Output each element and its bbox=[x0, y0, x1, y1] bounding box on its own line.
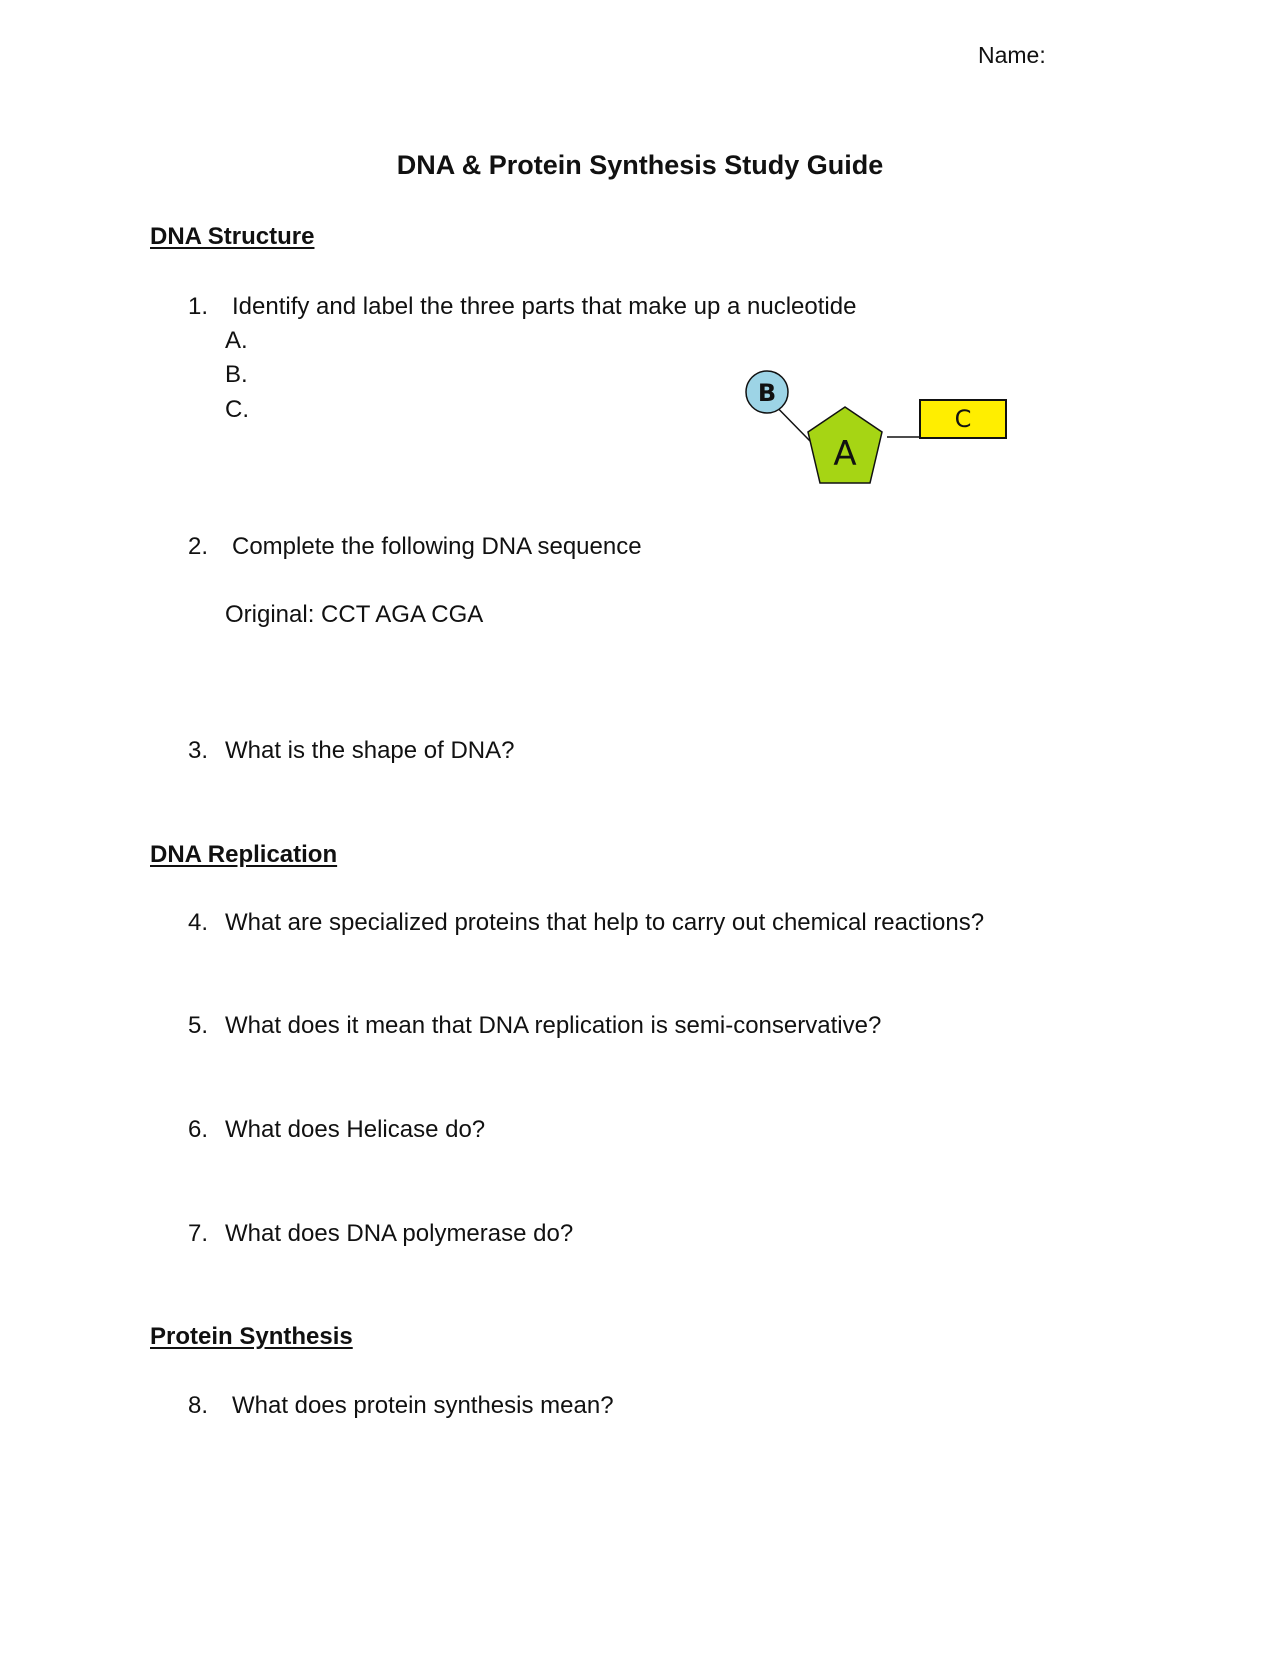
section-heading-dna-structure: DNA Structure bbox=[150, 223, 315, 250]
question-number-5: 5. bbox=[188, 1012, 209, 1039]
diagram-label-c: C bbox=[954, 405, 972, 433]
page-title: DNA & Protein Synthesis Study Guide bbox=[396, 150, 884, 180]
nucleotide-diagram bbox=[735, 365, 1015, 490]
question-text-8: What does protein synthesis mean? bbox=[232, 1392, 614, 1419]
section-heading-protein-synthesis: Protein Synthesis bbox=[150, 1323, 353, 1350]
section-heading-dna-replication: DNA Replication bbox=[150, 841, 338, 868]
question-number-8: 8. bbox=[188, 1392, 209, 1419]
question-number-2: 2. bbox=[188, 533, 209, 560]
diagram-label-a: A bbox=[833, 434, 857, 474]
diagram-label-b: B bbox=[757, 379, 777, 407]
answer-option-a: A. bbox=[225, 327, 248, 354]
question-text-3: What is the shape of DNA? bbox=[225, 737, 515, 764]
question-text-1: Identify and label the three parts that make up a nucleotide bbox=[232, 293, 857, 320]
question-text-7: What does DNA polymerase do? bbox=[225, 1220, 574, 1247]
question-text-5: What does it mean that DNA replication is semi-conservative? bbox=[225, 1012, 882, 1039]
question-text-6: What does Helicase do? bbox=[225, 1116, 486, 1143]
question-number-4: 4. bbox=[188, 909, 209, 936]
question-number-7: 7. bbox=[188, 1220, 209, 1247]
question-number-6: 6. bbox=[188, 1116, 209, 1143]
answer-option-c: C. bbox=[225, 396, 249, 423]
name-label: Name: bbox=[978, 42, 1046, 68]
question-text-4: What are specialized proteins that help to carry out chemical reactions? bbox=[225, 909, 985, 936]
question-text-2: Complete the following DNA sequence bbox=[232, 533, 642, 560]
answer-option-b: B. bbox=[225, 361, 248, 388]
original-sequence: Original: CCT AGA CGA bbox=[225, 601, 484, 628]
question-number-3: 3. bbox=[188, 737, 209, 764]
question-number-1: 1. bbox=[188, 293, 209, 320]
